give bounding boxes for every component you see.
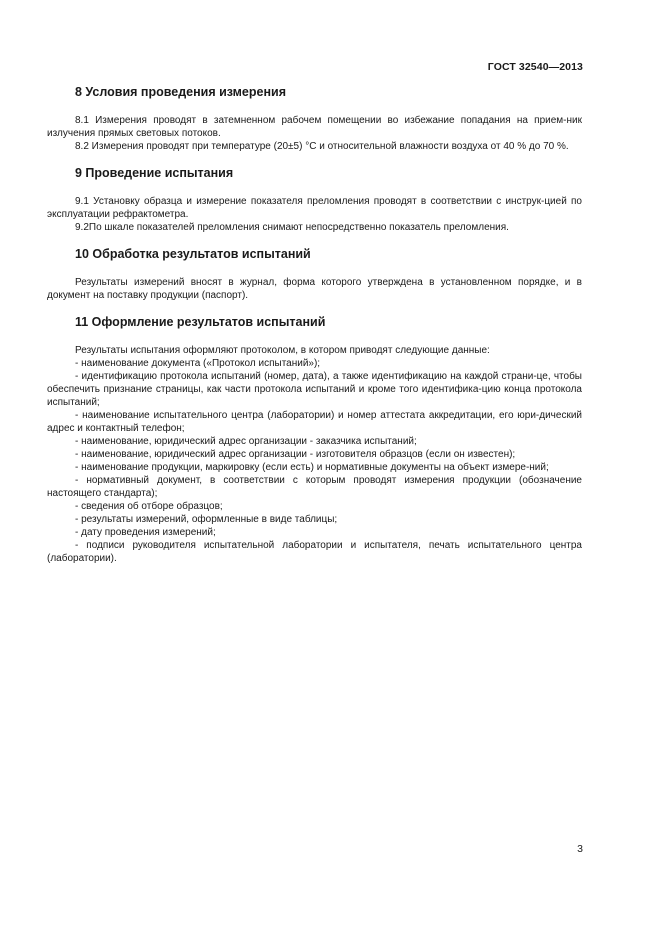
list-item: - наименование документа («Протокол испытаний»); xyxy=(75,358,321,369)
section-9 xyxy=(47,165,582,234)
section-title: 11 Оформление результатов испытаний xyxy=(75,315,326,329)
paragraph: 9.1 Установку образца и измерение показателя преломления проводят в соответствии с инструк-цией по эксплуатации рефрактометра. xyxy=(47,196,582,220)
list-item: - сведения об отборе образцов; xyxy=(75,501,223,512)
list-item: - дату проведения измерений; xyxy=(75,527,216,538)
list-item: - идентификацию протокола испытаний (номер, дата), а также идентификацию на каждой страни-це, чтобы обеспечить признание страницы, как части протокола испытаний и кроме того идентифика-цию конца протокола испытаний; xyxy=(47,371,582,408)
paragraph: 8.2 Измерения проводят при температуре (20±5) °С и относительной влажности воздуха от 40 % до 70 %. xyxy=(75,141,569,152)
paragraph: Результаты испытания оформляют протоколом, в котором приводят следующие данные: xyxy=(75,345,490,356)
list-item: - результаты измерений, оформленные в виде таблицы; xyxy=(75,514,338,525)
list-item: - наименование продукции, маркировку (если есть) и нормативные документы на объект измере-ний; xyxy=(75,462,549,473)
document-body xyxy=(47,84,582,577)
list-item: - подписи руководителя испытательной лаборатории и испытателя, печать испытательного центра (лаборатории). xyxy=(47,540,582,564)
list-item: - наименование, юридический адрес организации - заказчика испытаний; xyxy=(75,436,417,447)
document-code: ГОСТ 32540—2013 xyxy=(487,61,583,73)
paragraph: 8.1 Измерения проводят в затемненном рабочем помещении во избежание попадания на прием-ник излучения прямых световых потоков. xyxy=(47,115,582,139)
section-title: 8 Условия проведения измерения xyxy=(75,85,286,99)
list-item: - наименование, юридический адрес организации - изготовителя образцов (если он известен); xyxy=(75,449,516,460)
paragraph: 9.2По шкале показателей преломления снимают непосредственно показатель преломления. xyxy=(75,222,509,233)
paragraph: Результаты измерений вносят в журнал, форма которого утверждена в установленном порядке, и в документ на поставку продукции (паспорт). xyxy=(47,277,582,301)
section-title: 9 Проведение испытания xyxy=(75,166,234,180)
section-11 xyxy=(47,314,582,565)
section-10 xyxy=(47,246,582,302)
section-8 xyxy=(47,84,582,153)
list-item: - наименование испытательного центра (лаборатории) и номер аттестата аккредитации, его юри-дический адрес и контактный телефон; xyxy=(47,410,582,434)
page-number: 3 xyxy=(577,843,583,855)
list-item: - нормативный документ, в соответствии с которым проводят измерения продукции (обозначение настоящего стандарта); xyxy=(47,475,582,499)
section-title: 10 Обработка результатов испытаний xyxy=(75,247,311,261)
